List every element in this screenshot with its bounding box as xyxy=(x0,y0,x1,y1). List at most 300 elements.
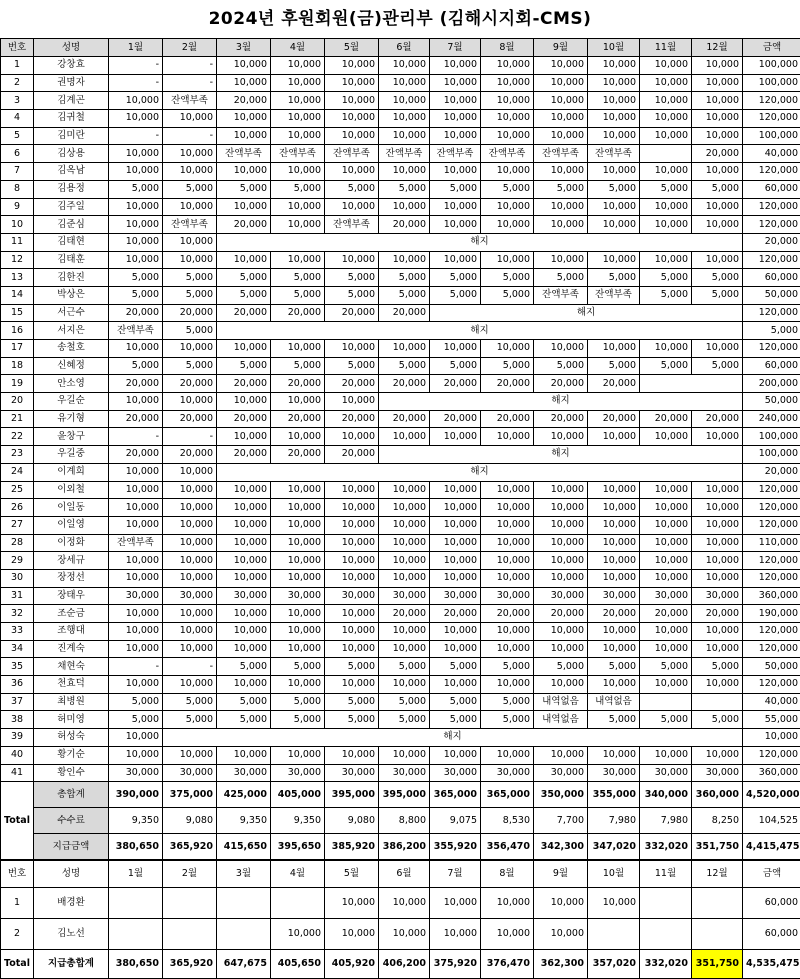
month-cell: 30,000 xyxy=(640,587,692,605)
month-cell: 10,000 xyxy=(640,110,692,128)
month-cell: 10,000 xyxy=(534,198,588,216)
month-cell: 10,000 xyxy=(534,640,588,658)
month-cell: 5,000 xyxy=(379,269,430,287)
month-cell: 30,000 xyxy=(325,587,379,605)
month-cell: 10,000 xyxy=(271,92,325,110)
row-total: 120,000 xyxy=(743,499,800,517)
month-cell: 10,000 xyxy=(588,340,640,358)
month-cell: 잔액부족 xyxy=(163,92,217,110)
row-number: 2 xyxy=(1,919,34,950)
member-name: 우길순 xyxy=(34,393,109,411)
month-cell: - xyxy=(109,428,163,446)
month-cell: 10,000 xyxy=(430,74,481,92)
summary-row xyxy=(1,808,800,834)
month-cell: 5,000 xyxy=(430,180,481,198)
terminated-cell: 해지 xyxy=(217,233,743,251)
table-row xyxy=(1,198,800,216)
header-cell: 1월 xyxy=(109,39,163,57)
month-cell: 10,000 xyxy=(163,552,217,570)
terminated-cell: 해지 xyxy=(430,304,743,322)
month-cell: 10,000 xyxy=(430,198,481,216)
month-cell: 5,000 xyxy=(271,357,325,375)
member-name: 강창효 xyxy=(34,57,109,75)
row-total: 100,000 xyxy=(743,428,800,446)
month-cell: 10,000 xyxy=(163,534,217,552)
month-cell: 10,000 xyxy=(271,623,325,641)
row-number: 23 xyxy=(1,446,34,464)
month-cell: 10,000 xyxy=(325,888,379,919)
summary-total: 4,520,000 xyxy=(743,782,800,808)
month-cell: 10,000 xyxy=(481,516,534,534)
grand-total-cell: 332,020 xyxy=(640,950,692,979)
row-number: 27 xyxy=(1,516,34,534)
month-cell: 10,000 xyxy=(692,516,743,534)
month-cell: 5,000 xyxy=(379,286,430,304)
summary-label: 지급금액 xyxy=(34,834,109,860)
row-total: 120,000 xyxy=(743,340,800,358)
month-cell: 30,000 xyxy=(692,587,743,605)
month-cell: 5,000 xyxy=(163,693,217,711)
month-cell: 10,000 xyxy=(692,746,743,764)
month-cell xyxy=(692,919,743,950)
month-cell: 10,000 xyxy=(430,569,481,587)
month-cell: 10,000 xyxy=(640,198,692,216)
month-cell: 30,000 xyxy=(217,587,271,605)
header-cell: 6월 xyxy=(379,861,430,888)
month-cell: 10,000 xyxy=(588,746,640,764)
month-cell: 20,000 xyxy=(217,92,271,110)
row-number: 31 xyxy=(1,587,34,605)
month-cell: 10,000 xyxy=(640,552,692,570)
summary-cell: 347,020 xyxy=(588,834,640,860)
month-cell: 20,000 xyxy=(430,605,481,623)
header-cell: 3월 xyxy=(217,861,271,888)
additional-donor-table xyxy=(0,860,800,979)
total-label: Total xyxy=(1,782,34,860)
month-cell: 5,000 xyxy=(481,658,534,676)
row-number: 17 xyxy=(1,340,34,358)
month-cell: 5,000 xyxy=(640,711,692,729)
member-name: 신혜정 xyxy=(34,357,109,375)
month-cell: 5,000 xyxy=(163,711,217,729)
row-number: 11 xyxy=(1,233,34,251)
month-cell: 30,000 xyxy=(163,764,217,782)
month-cell: 10,000 xyxy=(692,163,743,181)
month-cell: 10,000 xyxy=(109,92,163,110)
month-cell: 10,000 xyxy=(163,233,217,251)
month-cell: 10,000 xyxy=(379,676,430,694)
table-row xyxy=(1,764,800,782)
header-cell: 3월 xyxy=(217,39,271,57)
month-cell xyxy=(692,888,743,919)
month-cell: 10,000 xyxy=(534,623,588,641)
row-number: 18 xyxy=(1,357,34,375)
month-cell: 10,000 xyxy=(430,676,481,694)
month-cell: 10,000 xyxy=(640,516,692,534)
grand-total-cell: 406,200 xyxy=(379,950,430,979)
table-row xyxy=(1,251,800,269)
row-total: 120,000 xyxy=(743,623,800,641)
table-row xyxy=(1,340,800,358)
terminated-cell: 해지 xyxy=(379,393,743,411)
member-name: 이외철 xyxy=(34,481,109,499)
month-cell: 잔액부족 xyxy=(109,534,163,552)
month-cell: 20,000 xyxy=(163,410,217,428)
month-cell: 20,000 xyxy=(588,605,640,623)
month-cell xyxy=(640,145,692,163)
summary-cell: 350,000 xyxy=(534,782,588,808)
row-total: 100,000 xyxy=(743,446,800,464)
month-cell: 10,000 xyxy=(588,569,640,587)
month-cell: 10,000 xyxy=(588,499,640,517)
header-cell: 5월 xyxy=(325,861,379,888)
month-cell: 10,000 xyxy=(430,340,481,358)
row-total: 100,000 xyxy=(743,57,800,75)
month-cell: 10,000 xyxy=(640,534,692,552)
header-cell: 금액 xyxy=(743,39,800,57)
month-cell: 30,000 xyxy=(271,587,325,605)
month-cell: 내역없음 xyxy=(588,693,640,711)
terminated-cell: 해지 xyxy=(163,729,743,747)
month-cell: 10,000 xyxy=(271,74,325,92)
month-cell: 10,000 xyxy=(217,110,271,128)
header-cell: 10월 xyxy=(588,39,640,57)
month-cell: 20,000 xyxy=(217,410,271,428)
row-total: 5,000 xyxy=(743,322,800,340)
summary-row xyxy=(1,834,800,860)
month-cell: 10,000 xyxy=(163,393,217,411)
month-cell: 10,000 xyxy=(109,110,163,128)
member-name: 윤창구 xyxy=(34,428,109,446)
month-cell: 10,000 xyxy=(325,552,379,570)
month-cell: 10,000 xyxy=(217,640,271,658)
month-cell: 10,000 xyxy=(692,57,743,75)
month-cell: 5,000 xyxy=(379,180,430,198)
month-cell: 5,000 xyxy=(217,693,271,711)
month-cell: 10,000 xyxy=(325,676,379,694)
month-cell: 10,000 xyxy=(481,340,534,358)
month-cell: 5,000 xyxy=(271,286,325,304)
month-cell: 10,000 xyxy=(217,74,271,92)
month-cell: 잔액부족 xyxy=(109,322,163,340)
month-cell: 20,000 xyxy=(430,375,481,393)
month-cell: 10,000 xyxy=(534,676,588,694)
row-number: 28 xyxy=(1,534,34,552)
header-cell: 4월 xyxy=(271,861,325,888)
month-cell: 10,000 xyxy=(163,463,217,481)
month-cell: 20,000 xyxy=(481,410,534,428)
month-cell: 5,000 xyxy=(109,286,163,304)
month-cell: 10,000 xyxy=(217,198,271,216)
month-cell: 5,000 xyxy=(109,269,163,287)
month-cell: 10,000 xyxy=(534,163,588,181)
row-total: 60,000 xyxy=(743,888,800,919)
grand-total-cell: 375,920 xyxy=(430,950,481,979)
summary-cell: 9,080 xyxy=(163,808,217,834)
month-cell: 10,000 xyxy=(163,198,217,216)
month-cell: 20,000 xyxy=(217,304,271,322)
month-cell: 10,000 xyxy=(379,428,430,446)
month-cell: 잔액부족 xyxy=(163,216,217,234)
month-cell: 10,000 xyxy=(379,746,430,764)
month-cell: 5,000 xyxy=(692,357,743,375)
month-cell: 10,000 xyxy=(534,569,588,587)
page-title: 2024년 후원회원(금)관리부 (김해시지회-CMS) xyxy=(0,0,800,38)
month-cell: - xyxy=(163,57,217,75)
summary-cell: 332,020 xyxy=(640,834,692,860)
month-cell: 10,000 xyxy=(588,92,640,110)
header-cell: 6월 xyxy=(379,39,430,57)
month-cell: 5,000 xyxy=(692,286,743,304)
row-number: 29 xyxy=(1,552,34,570)
summary-cell: 9,350 xyxy=(217,808,271,834)
month-cell: 20,000 xyxy=(163,446,217,464)
month-cell: 5,000 xyxy=(325,269,379,287)
month-cell: 10,000 xyxy=(534,57,588,75)
row-number: 8 xyxy=(1,180,34,198)
month-cell: 20,000 xyxy=(217,216,271,234)
month-cell: 20,000 xyxy=(534,375,588,393)
month-cell: 잔액부족 xyxy=(588,286,640,304)
month-cell: 10,000 xyxy=(430,919,481,950)
month-cell: 잔액부족 xyxy=(325,145,379,163)
month-cell: 10,000 xyxy=(481,640,534,658)
month-cell: 10,000 xyxy=(640,428,692,446)
month-cell: 10,000 xyxy=(640,127,692,145)
month-cell: 10,000 xyxy=(481,127,534,145)
summary-cell: 7,980 xyxy=(588,808,640,834)
month-cell: 10,000 xyxy=(430,888,481,919)
month-cell: 10,000 xyxy=(217,481,271,499)
month-cell: 10,000 xyxy=(271,499,325,517)
month-cell: 20,000 xyxy=(379,304,430,322)
row-total: 120,000 xyxy=(743,516,800,534)
terminated-cell xyxy=(640,375,743,393)
month-cell: 5,000 xyxy=(217,180,271,198)
summary-cell: 395,650 xyxy=(271,834,325,860)
summary-cell: 7,700 xyxy=(534,808,588,834)
month-cell: 30,000 xyxy=(534,587,588,605)
row-total: 120,000 xyxy=(743,640,800,658)
summary-cell: 8,800 xyxy=(379,808,430,834)
month-cell: 10,000 xyxy=(692,74,743,92)
table-row xyxy=(1,729,800,747)
month-cell: 10,000 xyxy=(163,605,217,623)
month-cell: 10,000 xyxy=(588,251,640,269)
month-cell: 5,000 xyxy=(271,711,325,729)
table-row xyxy=(1,587,800,605)
row-number: 9 xyxy=(1,198,34,216)
table-row xyxy=(1,375,800,393)
member-name: 김주일 xyxy=(34,198,109,216)
month-cell: 10,000 xyxy=(325,428,379,446)
member-name: 김용정 xyxy=(34,180,109,198)
month-cell: 10,000 xyxy=(379,534,430,552)
summary-cell: 365,000 xyxy=(481,782,534,808)
month-cell: 10,000 xyxy=(588,57,640,75)
month-cell: 20,000 xyxy=(640,605,692,623)
month-cell: 10,000 xyxy=(271,534,325,552)
header-cell: 7월 xyxy=(430,861,481,888)
month-cell: 5,000 xyxy=(217,269,271,287)
month-cell xyxy=(640,693,692,711)
month-cell: 30,000 xyxy=(325,764,379,782)
month-cell: 10,000 xyxy=(109,623,163,641)
month-cell: 20,000 xyxy=(534,410,588,428)
member-name: 김태훈 xyxy=(34,251,109,269)
month-cell: 10,000 xyxy=(109,233,163,251)
member-name: 허성숙 xyxy=(34,729,109,747)
month-cell: 잔액부족 xyxy=(217,145,271,163)
row-total: 200,000 xyxy=(743,375,800,393)
member-name: 김옥남 xyxy=(34,163,109,181)
month-cell: 10,000 xyxy=(692,569,743,587)
summary-total: 4,415,475 xyxy=(743,834,800,860)
month-cell: 10,000 xyxy=(325,605,379,623)
month-cell: 10,000 xyxy=(271,57,325,75)
month-cell: 10,000 xyxy=(534,74,588,92)
row-number: 12 xyxy=(1,251,34,269)
month-cell: 10,000 xyxy=(534,516,588,534)
month-cell: 10,000 xyxy=(325,746,379,764)
month-cell: 10,000 xyxy=(109,393,163,411)
month-cell: 20,000 xyxy=(534,605,588,623)
month-cell: 20,000 xyxy=(692,605,743,623)
month-cell: 10,000 xyxy=(430,481,481,499)
month-cell: 20,000 xyxy=(692,145,743,163)
month-cell: 5,000 xyxy=(271,269,325,287)
month-cell: 10,000 xyxy=(217,163,271,181)
month-cell: 10,000 xyxy=(109,569,163,587)
summary-cell: 9,350 xyxy=(271,808,325,834)
month-cell: 20,000 xyxy=(217,375,271,393)
summary-cell: 395,000 xyxy=(325,782,379,808)
grand-total-amount: 4,535,475 xyxy=(743,950,800,979)
month-cell: 20,000 xyxy=(271,375,325,393)
row-total: 120,000 xyxy=(743,569,800,587)
row-total: 240,000 xyxy=(743,410,800,428)
month-cell: 10,000 xyxy=(271,340,325,358)
month-cell: 5,000 xyxy=(109,711,163,729)
month-cell xyxy=(109,919,163,950)
month-cell: 30,000 xyxy=(379,587,430,605)
month-cell: 10,000 xyxy=(534,552,588,570)
month-cell: 10,000 xyxy=(692,499,743,517)
month-cell: 10,000 xyxy=(430,216,481,234)
month-cell: 5,000 xyxy=(588,269,640,287)
month-cell: 10,000 xyxy=(325,499,379,517)
month-cell: 10,000 xyxy=(109,746,163,764)
month-cell: 잔액부족 xyxy=(534,145,588,163)
month-cell: 5,000 xyxy=(692,711,743,729)
row-number: 24 xyxy=(1,463,34,481)
month-cell: 10,000 xyxy=(109,481,163,499)
donor-table xyxy=(0,38,800,860)
month-cell: 30,000 xyxy=(430,587,481,605)
month-cell: 10,000 xyxy=(534,499,588,517)
month-cell: 잔액부족 xyxy=(379,145,430,163)
month-cell: 10,000 xyxy=(481,676,534,694)
month-cell: 5,000 xyxy=(430,693,481,711)
month-cell: 10,000 xyxy=(325,481,379,499)
month-cell: 10,000 xyxy=(481,499,534,517)
member-name: 안소영 xyxy=(34,375,109,393)
month-cell: - xyxy=(109,74,163,92)
month-cell: 10,000 xyxy=(325,919,379,950)
month-cell: 10,000 xyxy=(481,919,534,950)
month-cell: 10,000 xyxy=(379,57,430,75)
month-cell: 10,000 xyxy=(109,605,163,623)
table-row xyxy=(1,919,800,950)
header-cell: 7월 xyxy=(430,39,481,57)
row-total: 40,000 xyxy=(743,693,800,711)
month-cell: 10,000 xyxy=(217,569,271,587)
month-cell: 5,000 xyxy=(481,357,534,375)
row-total: 120,000 xyxy=(743,746,800,764)
month-cell: 10,000 xyxy=(534,919,588,950)
row-number: 25 xyxy=(1,481,34,499)
month-cell: 10,000 xyxy=(271,516,325,534)
month-cell: 20,000 xyxy=(163,375,217,393)
month-cell: 20,000 xyxy=(588,410,640,428)
month-cell: 10,000 xyxy=(640,216,692,234)
month-cell: 10,000 xyxy=(217,534,271,552)
month-cell: 10,000 xyxy=(692,640,743,658)
month-cell: 10,000 xyxy=(430,57,481,75)
summary-cell: 390,000 xyxy=(109,782,163,808)
member-name: 이일동 xyxy=(34,499,109,517)
month-cell: 10,000 xyxy=(588,198,640,216)
month-cell: - xyxy=(163,428,217,446)
month-cell: 5,000 xyxy=(163,180,217,198)
row-total: 120,000 xyxy=(743,552,800,570)
summary-cell: 380,650 xyxy=(109,834,163,860)
month-cell: 잔액부족 xyxy=(430,145,481,163)
row-number: 21 xyxy=(1,410,34,428)
grand-total-cell: 376,470 xyxy=(481,950,534,979)
month-cell: 10,000 xyxy=(640,481,692,499)
header-cell: 1월 xyxy=(109,861,163,888)
table-row xyxy=(1,180,800,198)
table-row xyxy=(1,552,800,570)
row-total: 100,000 xyxy=(743,74,800,92)
month-cell: 5,000 xyxy=(481,180,534,198)
month-cell: 10,000 xyxy=(481,251,534,269)
summary-cell: 8,530 xyxy=(481,808,534,834)
month-cell: 10,000 xyxy=(271,251,325,269)
month-cell: 10,000 xyxy=(640,746,692,764)
month-cell: 10,000 xyxy=(481,163,534,181)
month-cell: 10,000 xyxy=(534,340,588,358)
row-number: 34 xyxy=(1,640,34,658)
month-cell: 10,000 xyxy=(217,552,271,570)
month-cell: 10,000 xyxy=(109,463,163,481)
month-cell: 5,000 xyxy=(163,286,217,304)
table-row xyxy=(1,605,800,623)
month-cell: 10,000 xyxy=(325,198,379,216)
member-name: 황인수 xyxy=(34,764,109,782)
grand-total-cell: 365,920 xyxy=(163,950,217,979)
month-cell: 30,000 xyxy=(481,587,534,605)
month-cell: 10,000 xyxy=(271,552,325,570)
month-cell: 10,000 xyxy=(588,534,640,552)
row-total: 110,000 xyxy=(743,534,800,552)
month-cell: 5,000 xyxy=(109,180,163,198)
member-name: 김노선 xyxy=(34,919,109,950)
summary-row xyxy=(1,782,800,808)
month-cell: 5,000 xyxy=(534,357,588,375)
month-cell: 5,000 xyxy=(588,658,640,676)
